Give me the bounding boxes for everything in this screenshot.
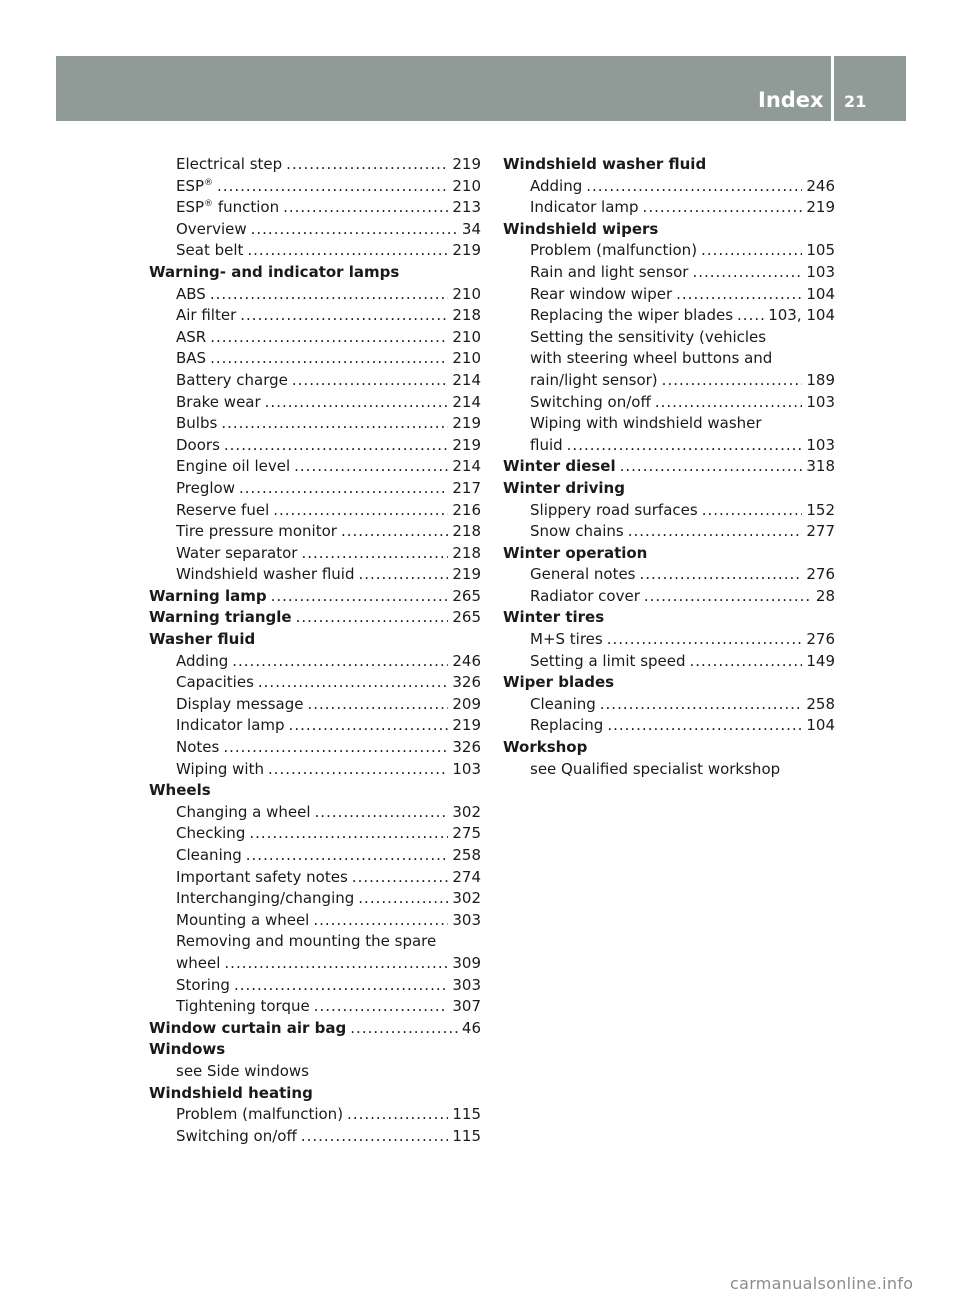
entry-term: General notes [530, 565, 636, 584]
entry-term: Winter tires [503, 608, 605, 627]
index-entry [149, 931, 481, 953]
index-entry[interactable] [149, 435, 481, 457]
entry-term: Preglow [176, 478, 235, 497]
dot-leader [246, 845, 449, 867]
page-reference[interactable]: 214 [452, 392, 481, 411]
entry-term: Notes [176, 738, 220, 757]
index-heading [503, 672, 835, 694]
index-entry[interactable] [503, 651, 835, 673]
index-heading [149, 1083, 481, 1105]
page-reference[interactable]: 210 [452, 284, 481, 303]
index-entry[interactable] [149, 694, 481, 716]
entry-term: Warning- and indicator lamps [149, 262, 400, 281]
dot-leader [643, 197, 803, 219]
entry-term: Capacities [176, 673, 254, 692]
dot-leader [265, 392, 449, 414]
entry-term: Winter driving [503, 478, 625, 497]
entry-term: Brake wear [176, 392, 261, 411]
dot-leader [676, 284, 802, 306]
page-reference[interactable]: 258 [452, 846, 481, 864]
index-entry[interactable] [503, 435, 835, 457]
page-reference[interactable]: 218 [452, 543, 481, 562]
dot-leader [644, 586, 812, 608]
index-entry[interactable] [149, 370, 481, 392]
dot-leader [314, 996, 449, 1018]
index-entry[interactable] [149, 284, 481, 306]
entry-term: Mounting a wheel [176, 910, 310, 929]
dot-leader [690, 651, 803, 673]
page-reference[interactable]: 219 [806, 198, 835, 217]
entry-term: Switching on/off [530, 392, 651, 411]
page-reference[interactable]: 214 [452, 370, 481, 389]
page-reference[interactable]: 209 [452, 694, 481, 713]
page-reference[interactable]: 104 [806, 716, 835, 735]
index-entry [503, 413, 835, 435]
index-entry[interactable] [149, 845, 481, 867]
entry-term: Changing a wheel [176, 802, 311, 821]
dot-leader [662, 370, 803, 392]
entry-term: Rain and light sensor [530, 262, 689, 281]
page-reference[interactable]: 115 [452, 1105, 481, 1124]
dot-leader [737, 305, 764, 327]
page-reference[interactable]: 318 [806, 457, 835, 476]
page-reference[interactable]: 274 [452, 867, 481, 886]
page-reference[interactable]: 28 [815, 586, 835, 605]
entry-term: rain/light sensor) [530, 370, 658, 389]
dot-leader [247, 240, 448, 262]
entry-term: Workshop [503, 738, 588, 757]
dot-leader [307, 694, 448, 716]
dot-leader [294, 456, 448, 478]
entry-term: Wiping with windshield washer [530, 414, 762, 433]
dot-leader [620, 456, 803, 478]
page-reference[interactable]: 152 [806, 500, 835, 519]
entry-term: Windshield washer fluid [503, 155, 707, 173]
page-reference[interactable]: 216 [452, 500, 481, 519]
entry-term: Windshield wipers [503, 219, 659, 238]
dot-leader [283, 197, 448, 219]
page-reference[interactable]: 219 [452, 155, 481, 173]
index-heading[interactable] [149, 607, 481, 629]
entry-term: M+S tires [530, 630, 603, 649]
index-heading[interactable] [503, 456, 835, 478]
index-entry[interactable] [149, 737, 481, 759]
dot-leader [234, 975, 448, 997]
entry-term: Winter diesel [503, 457, 616, 476]
page-reference[interactable]: 217 [452, 478, 481, 497]
page-reference[interactable]: 103, 104 [768, 306, 835, 325]
index-entry[interactable] [149, 413, 481, 435]
index-heading[interactable] [149, 586, 481, 608]
entry-term: Electrical step [176, 155, 283, 173]
index-entry[interactable] [503, 500, 835, 522]
index-entry[interactable] [503, 176, 835, 198]
page-reference[interactable]: 104 [806, 284, 835, 303]
index-entry[interactable] [149, 1104, 481, 1126]
page-reference[interactable]: 307 [452, 997, 481, 1016]
dot-leader [315, 802, 449, 824]
page-reference[interactable]: 149 [806, 651, 835, 670]
entry-term: Important safety notes [176, 867, 348, 886]
dot-leader [217, 176, 448, 198]
page-reference[interactable]: 309 [452, 953, 481, 972]
dot-leader [607, 715, 802, 737]
page-reference[interactable]: 103 [806, 435, 835, 454]
index-entry[interactable] [149, 888, 481, 910]
index-entry[interactable] [149, 715, 481, 737]
dot-leader [567, 435, 803, 457]
index-entry [503, 348, 835, 370]
entry-term: Water separator [176, 543, 298, 562]
entry-term: Snow chains [530, 522, 624, 541]
dot-leader [224, 435, 448, 457]
entry-term: Washer fluid [149, 630, 256, 649]
page-reference[interactable]: 214 [452, 457, 481, 476]
entry-term: Adding [530, 176, 583, 195]
index-entry[interactable] [503, 564, 835, 586]
entry-term: Warning triangle [149, 608, 292, 627]
index-entry[interactable] [149, 240, 481, 262]
index-entry[interactable] [503, 370, 835, 392]
dot-leader [239, 478, 448, 500]
dot-leader [341, 521, 448, 543]
dot-leader [347, 1104, 448, 1126]
index-entry[interactable] [503, 521, 835, 543]
entry-term: Tire pressure monitor [176, 522, 337, 541]
entry-term: Switching on/off [176, 1126, 297, 1145]
index-entry[interactable] [149, 305, 481, 327]
index-entry[interactable] [149, 500, 481, 522]
registered-mark: ® [204, 177, 214, 188]
index-column-left [149, 154, 481, 1147]
entry-term: Replacing the wiper blades [530, 306, 734, 325]
entry-term: Problem (malfunction) [176, 1105, 344, 1124]
page-reference[interactable]: 210 [452, 327, 481, 346]
page-reference[interactable]: 210 [452, 349, 481, 368]
index-heading [149, 629, 481, 651]
dot-leader [352, 867, 449, 889]
entry-term: Wiper blades [503, 673, 615, 692]
entry-term: Setting a limit speed [530, 651, 686, 670]
page-reference[interactable]: 246 [452, 651, 481, 670]
page-reference[interactable]: 103 [452, 759, 481, 778]
page-reference[interactable]: 265 [452, 608, 481, 627]
entry-term: Engine oil level [176, 457, 291, 476]
page-reference[interactable]: 246 [806, 176, 835, 195]
dot-leader [210, 327, 448, 349]
entry-term: Tightening torque [176, 997, 310, 1016]
page-reference[interactable]: 103 [806, 262, 835, 281]
page-reference[interactable]: 219 [452, 241, 481, 260]
dot-leader [221, 413, 448, 435]
entry-term: Indicator lamp [176, 716, 285, 735]
dot-leader [301, 1126, 449, 1148]
entry-term: ESP® function [176, 198, 280, 217]
index-entry[interactable] [149, 1126, 481, 1148]
page-reference[interactable]: 210 [452, 176, 481, 195]
index-entry [503, 759, 835, 781]
page-reference[interactable]: 105 [806, 241, 835, 260]
index-entry[interactable] [149, 327, 481, 349]
entry-term: Replacing [530, 716, 604, 735]
dot-leader [600, 694, 803, 716]
page-reference[interactable]: 326 [452, 738, 481, 757]
page-reference[interactable]: 265 [452, 586, 481, 605]
entry-term: Radiator cover [530, 586, 640, 605]
page-reference[interactable]: 303 [452, 975, 481, 994]
index-entry[interactable] [149, 176, 481, 198]
entry-term: Winter operation [503, 543, 648, 562]
section-title: Index [758, 88, 824, 112]
dot-leader [301, 543, 448, 565]
entry-term: Seat belt [176, 241, 244, 260]
page-reference[interactable]: 219 [452, 716, 481, 735]
index-entry[interactable] [149, 478, 481, 500]
page-number: 21 [844, 92, 867, 111]
page-reference[interactable]: 218 [452, 306, 481, 325]
entry-term: Battery charge [176, 370, 288, 389]
entry-term: Window curtain air bag [149, 1018, 347, 1037]
dot-leader [692, 262, 802, 284]
dot-leader [286, 154, 448, 176]
page-reference[interactable]: 46 [461, 1018, 481, 1037]
entry-term: see Side windows [176, 1061, 309, 1080]
index-entry[interactable] [149, 975, 481, 997]
index-heading [503, 154, 835, 176]
index-heading [503, 607, 835, 629]
index-entry[interactable] [149, 867, 481, 889]
entry-term: Display message [176, 694, 304, 713]
page-reference[interactable]: 302 [452, 802, 481, 821]
index-entry[interactable] [149, 953, 481, 975]
dot-leader [223, 737, 448, 759]
index-entry[interactable] [149, 348, 481, 370]
page-reference[interactable]: 302 [452, 889, 481, 908]
dot-leader [224, 953, 448, 975]
dot-leader [258, 672, 448, 694]
entry-term: Reserve fuel [176, 500, 270, 519]
dot-leader [350, 1018, 458, 1040]
page-reference[interactable]: 219 [452, 435, 481, 454]
entry-term: Windshield washer fluid [176, 565, 355, 584]
dot-leader [240, 305, 448, 327]
page-reference[interactable]: 115 [452, 1126, 481, 1145]
dot-leader [702, 500, 803, 522]
entry-term: Rear window wiper [530, 284, 673, 303]
index-entry[interactable] [503, 715, 835, 737]
index-entry[interactable] [149, 910, 481, 932]
entry-term: fluid [530, 435, 563, 454]
page-reference[interactable]: 276 [806, 565, 835, 584]
dot-leader [628, 521, 803, 543]
index-heading [503, 478, 835, 500]
watermark-text: carmanualsonline.info [730, 1274, 914, 1293]
index-heading [503, 737, 835, 759]
dot-leader [296, 607, 449, 629]
entry-term: Wiping with [176, 759, 264, 778]
index-entry[interactable] [149, 759, 481, 781]
dot-leader [701, 240, 802, 262]
page-reference[interactable]: 275 [452, 824, 481, 843]
dot-leader [655, 392, 803, 414]
index-entry[interactable] [503, 392, 835, 414]
index-entry[interactable] [503, 284, 835, 306]
entry-term: Setting the sensitivity (vehicles [530, 327, 767, 346]
dot-leader [289, 715, 449, 737]
entry-term: ESP® [176, 176, 214, 195]
entry-term: Indicator lamp [530, 198, 639, 217]
index-entry[interactable] [149, 219, 481, 241]
index-entry [503, 327, 835, 349]
index-entry[interactable] [149, 672, 481, 694]
dot-leader [640, 564, 803, 586]
entry-term: Doors [176, 435, 220, 454]
index-entry[interactable] [149, 154, 481, 176]
entry-term: ASR [176, 327, 207, 346]
entry-term: Removing and mounting the spare [176, 932, 437, 951]
dot-leader [271, 586, 449, 608]
entry-term: Slippery road surfaces [530, 500, 698, 519]
index-entry[interactable] [149, 543, 481, 565]
page-reference[interactable]: 326 [452, 673, 481, 692]
index-heading [149, 1039, 481, 1061]
index-entry[interactable] [149, 392, 481, 414]
entry-term: Windshield heating [149, 1083, 313, 1102]
index-entry[interactable] [503, 262, 835, 284]
index-heading [149, 262, 481, 284]
entry-term: Interchanging/changing [176, 889, 355, 908]
index-entry[interactable] [503, 586, 835, 608]
dot-leader [607, 629, 803, 651]
page-reference[interactable]: 189 [806, 370, 835, 389]
index-heading [503, 543, 835, 565]
index-entry[interactable] [149, 651, 481, 673]
dot-leader [358, 564, 448, 586]
entry-term: Problem (malfunction) [530, 241, 698, 260]
index-entry[interactable] [503, 240, 835, 262]
index-entry[interactable] [149, 564, 481, 586]
entry-term: Air filter [176, 306, 237, 325]
index-entry [149, 1061, 481, 1083]
index-entry[interactable] [149, 823, 481, 845]
page-reference[interactable]: 219 [452, 565, 481, 584]
page-reference[interactable]: 258 [806, 694, 835, 713]
index-entry[interactable] [149, 521, 481, 543]
entry-term: Storing [176, 975, 230, 994]
index-entry[interactable] [149, 197, 481, 219]
entry-term: Checking [176, 824, 246, 843]
entry-term: Bulbs [176, 414, 218, 433]
index-entry[interactable] [149, 802, 481, 824]
index-heading[interactable] [149, 1018, 481, 1040]
index-heading [149, 780, 481, 802]
index-entry[interactable] [149, 996, 481, 1018]
entry-term: Cleaning [176, 846, 242, 864]
index-entry[interactable] [503, 629, 835, 651]
header-divider [831, 56, 834, 121]
index-entry[interactable] [503, 305, 835, 327]
entry-term: Windows [149, 1040, 226, 1059]
page-reference[interactable]: 303 [452, 910, 481, 929]
index-heading [503, 219, 835, 241]
dot-leader [210, 284, 449, 306]
page-reference[interactable]: 277 [806, 522, 835, 541]
dot-leader [251, 219, 458, 241]
index-entry[interactable] [149, 456, 481, 478]
page-reference[interactable]: 219 [452, 414, 481, 433]
page-reference[interactable]: 103 [806, 392, 835, 411]
entry-term: Warning lamp [149, 586, 267, 605]
entry-term: BAS [176, 349, 207, 368]
entry-term: with steering wheel buttons and [530, 349, 773, 368]
entry-term: wheel [176, 953, 221, 972]
entry-term: Adding [176, 651, 229, 670]
page-reference[interactable]: 213 [452, 198, 481, 217]
page-reference[interactable]: 218 [452, 522, 481, 541]
page-reference[interactable]: 276 [806, 630, 835, 649]
index-column-right [503, 154, 835, 780]
entry-term: ABS [176, 284, 206, 303]
entry-term: see Qualified specialist workshop [530, 759, 781, 778]
registered-mark: ® [204, 199, 214, 210]
page-reference[interactable]: 34 [461, 219, 481, 238]
entry-term: Overview [176, 219, 247, 238]
dot-leader [249, 823, 448, 845]
index-entry[interactable] [503, 197, 835, 219]
dot-leader [232, 651, 448, 673]
dot-leader [313, 910, 448, 932]
dot-leader [273, 500, 448, 522]
index-entry[interactable] [503, 694, 835, 716]
dot-leader [586, 176, 802, 198]
dot-leader [268, 759, 448, 781]
entry-term: Cleaning [530, 694, 596, 713]
dot-leader [292, 370, 448, 392]
dot-leader [358, 888, 448, 910]
dot-leader [210, 348, 448, 370]
entry-term: Wheels [149, 781, 211, 800]
